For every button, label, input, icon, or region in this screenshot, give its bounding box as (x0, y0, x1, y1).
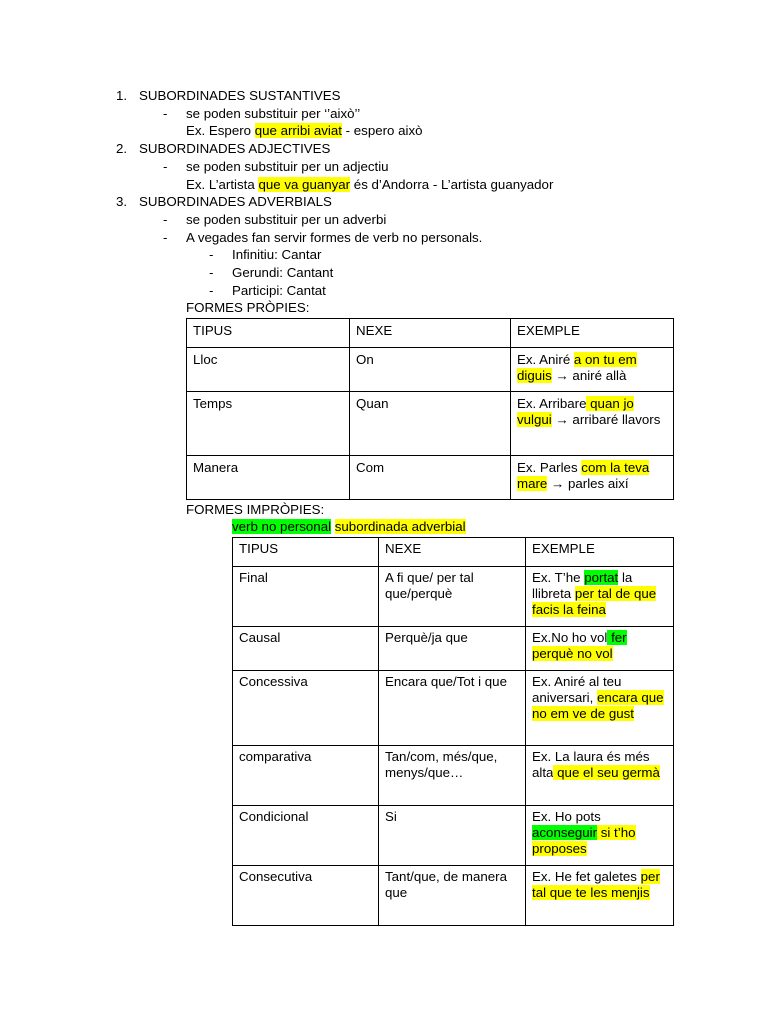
bullet-text: se poden substituir per un adverbi (186, 212, 387, 227)
example-text: → aniré allà (551, 368, 627, 383)
example-text: → arribaré llavors (551, 412, 661, 427)
example-text: Ex. L’artista (186, 177, 259, 192)
bullet-text: A vegades fan servir formes de verb no personals. (186, 230, 483, 245)
header-exemple: EXEMPLE (511, 319, 674, 348)
formes-propies-table (186, 318, 674, 500)
cell-exemple (526, 567, 674, 627)
cell-exemple (511, 456, 674, 500)
cell-tipus: comparativa (233, 746, 379, 806)
subbullet-text: Gerundi: Cantant (232, 265, 334, 280)
example-line (186, 122, 423, 140)
header-nexe: NEXE (350, 319, 511, 348)
subbullet-dash: - (209, 265, 214, 280)
cell-exemple (526, 671, 674, 746)
example-text: Ex. Arribare (517, 396, 587, 411)
highlight-verb: portat (584, 570, 619, 585)
subbullet-dash: - (209, 283, 214, 298)
cell-nexe: Si (379, 806, 526, 866)
cell-exemple (511, 348, 674, 392)
formes-impropies-label: FORMES IMPRÒPIES: (186, 502, 325, 517)
cell-tipus: Lloc (187, 348, 350, 392)
table-row (187, 456, 674, 500)
cell-exemple (526, 866, 674, 926)
cell-exemple (526, 627, 674, 671)
cell-tipus: Manera (187, 456, 350, 500)
formes-impropies-table (232, 537, 674, 926)
example-text: Ex. Parles (517, 460, 582, 475)
subbullet-dash: - (209, 247, 214, 262)
highlight-subordinate: per tal que te les menjis (532, 869, 660, 900)
subbullet-text: Infinitiu: Cantar (232, 247, 322, 262)
highlight-subordinate: que el seu germà (553, 765, 660, 780)
highlight-subordinate: encara que no em ve de gust (532, 690, 664, 721)
cell-tipus: Temps (187, 392, 350, 456)
cell-nexe: A fi que/ per tal que/perquè (379, 567, 526, 627)
table-header-row (187, 319, 674, 348)
table-header-row (233, 538, 674, 567)
cell-tipus: Consecutiva (233, 866, 379, 926)
cell-exemple (526, 806, 674, 866)
highlight-subordinate: quan jo vulgui (517, 396, 634, 427)
table-row (233, 567, 674, 627)
example-text: Ex. Aniré (517, 352, 574, 367)
header-nexe: NEXE (379, 538, 526, 567)
header-tipus: TIPUS (233, 538, 379, 567)
example-text: Ex. T’he (532, 570, 585, 585)
legend-green: verb no personal (232, 519, 332, 534)
example-text: Ex. He fet galetes (532, 869, 641, 884)
table-row (233, 671, 674, 746)
header-tipus: TIPUS (187, 319, 350, 348)
highlight-subordinate: perquè no vol (532, 646, 613, 661)
section-title-adverbials: SUBORDINADES ADVERBIALS (139, 194, 332, 209)
section-number: 3. (116, 194, 128, 209)
example-text: Ex. Aniré al teu aniversari, (532, 674, 622, 705)
highlight-subordinate: com la teva mare (517, 460, 650, 491)
highlight-subordinate: si t’ho proposes (532, 825, 636, 856)
example-line (186, 176, 553, 194)
table-row (233, 866, 674, 926)
example-text: és d’Andorra - L’artista guanyador (350, 177, 554, 192)
highlight-subordinate: a on tu em diguis (517, 352, 637, 383)
cell-nexe: Com (350, 456, 511, 500)
cell-nexe: Quan (350, 392, 511, 456)
cell-tipus: Final (233, 567, 379, 627)
example-text: Ex. Espero (186, 123, 255, 138)
cell-nexe: Tan/com, més/que, menys/que… (379, 746, 526, 806)
table-row (233, 746, 674, 806)
highlight-subordinate: que arribi aviat (254, 123, 342, 138)
bullet-dash: - (163, 230, 168, 245)
example-text: → parles així (547, 476, 629, 491)
highlight-subordinate: que va guanyar (258, 177, 351, 192)
cell-tipus: Causal (233, 627, 379, 671)
example-text: - espero això (341, 123, 423, 138)
bullet-dash: - (163, 106, 168, 121)
section-title-sustantives: SUBORDINADES SUSTANTIVES (139, 88, 341, 103)
example-text: la llibreta (532, 570, 633, 601)
example-text: Ex. Ho pots (532, 809, 601, 824)
cell-tipus: Concessiva (233, 671, 379, 746)
bullet-text: se poden substituir per un adjectiu (186, 159, 389, 174)
header-exemple: EXEMPLE (526, 538, 674, 567)
example-text: Ex. La laura és més alta (532, 749, 650, 780)
section-title-adjectives: SUBORDINADES ADJECTIVES (139, 141, 331, 156)
cell-nexe: Tant/que, de manera que (379, 866, 526, 926)
cell-tipus: Condicional (233, 806, 379, 866)
color-legend (232, 518, 466, 536)
bullet-text: se poden substituir per ‘’això’’ (186, 106, 361, 121)
table-row (187, 348, 674, 392)
legend-yellow: subordinada adverbial (334, 519, 466, 534)
highlight-verb: fer (607, 630, 627, 645)
formes-propies-label: FORMES PRÒPIES: (186, 300, 310, 315)
bullet-dash: - (163, 212, 168, 227)
bullet-dash: - (163, 159, 168, 174)
cell-nexe: Encara que/Tot i que (379, 671, 526, 746)
cell-exemple (511, 392, 674, 456)
cell-nexe: Perquè/ja que (379, 627, 526, 671)
highlight-subordinate: per tal de que facis la feina (532, 586, 657, 617)
table-row (233, 806, 674, 866)
table-row (233, 627, 674, 671)
cell-exemple (526, 746, 674, 806)
highlight-verb: aconseguir (532, 825, 598, 840)
cell-nexe: On (350, 348, 511, 392)
section-number: 1. (116, 88, 128, 103)
table-row (187, 392, 674, 456)
section-number: 2. (116, 141, 128, 156)
subbullet-text: Participi: Cantat (232, 283, 326, 298)
example-text: Ex.No ho vol (532, 630, 608, 645)
